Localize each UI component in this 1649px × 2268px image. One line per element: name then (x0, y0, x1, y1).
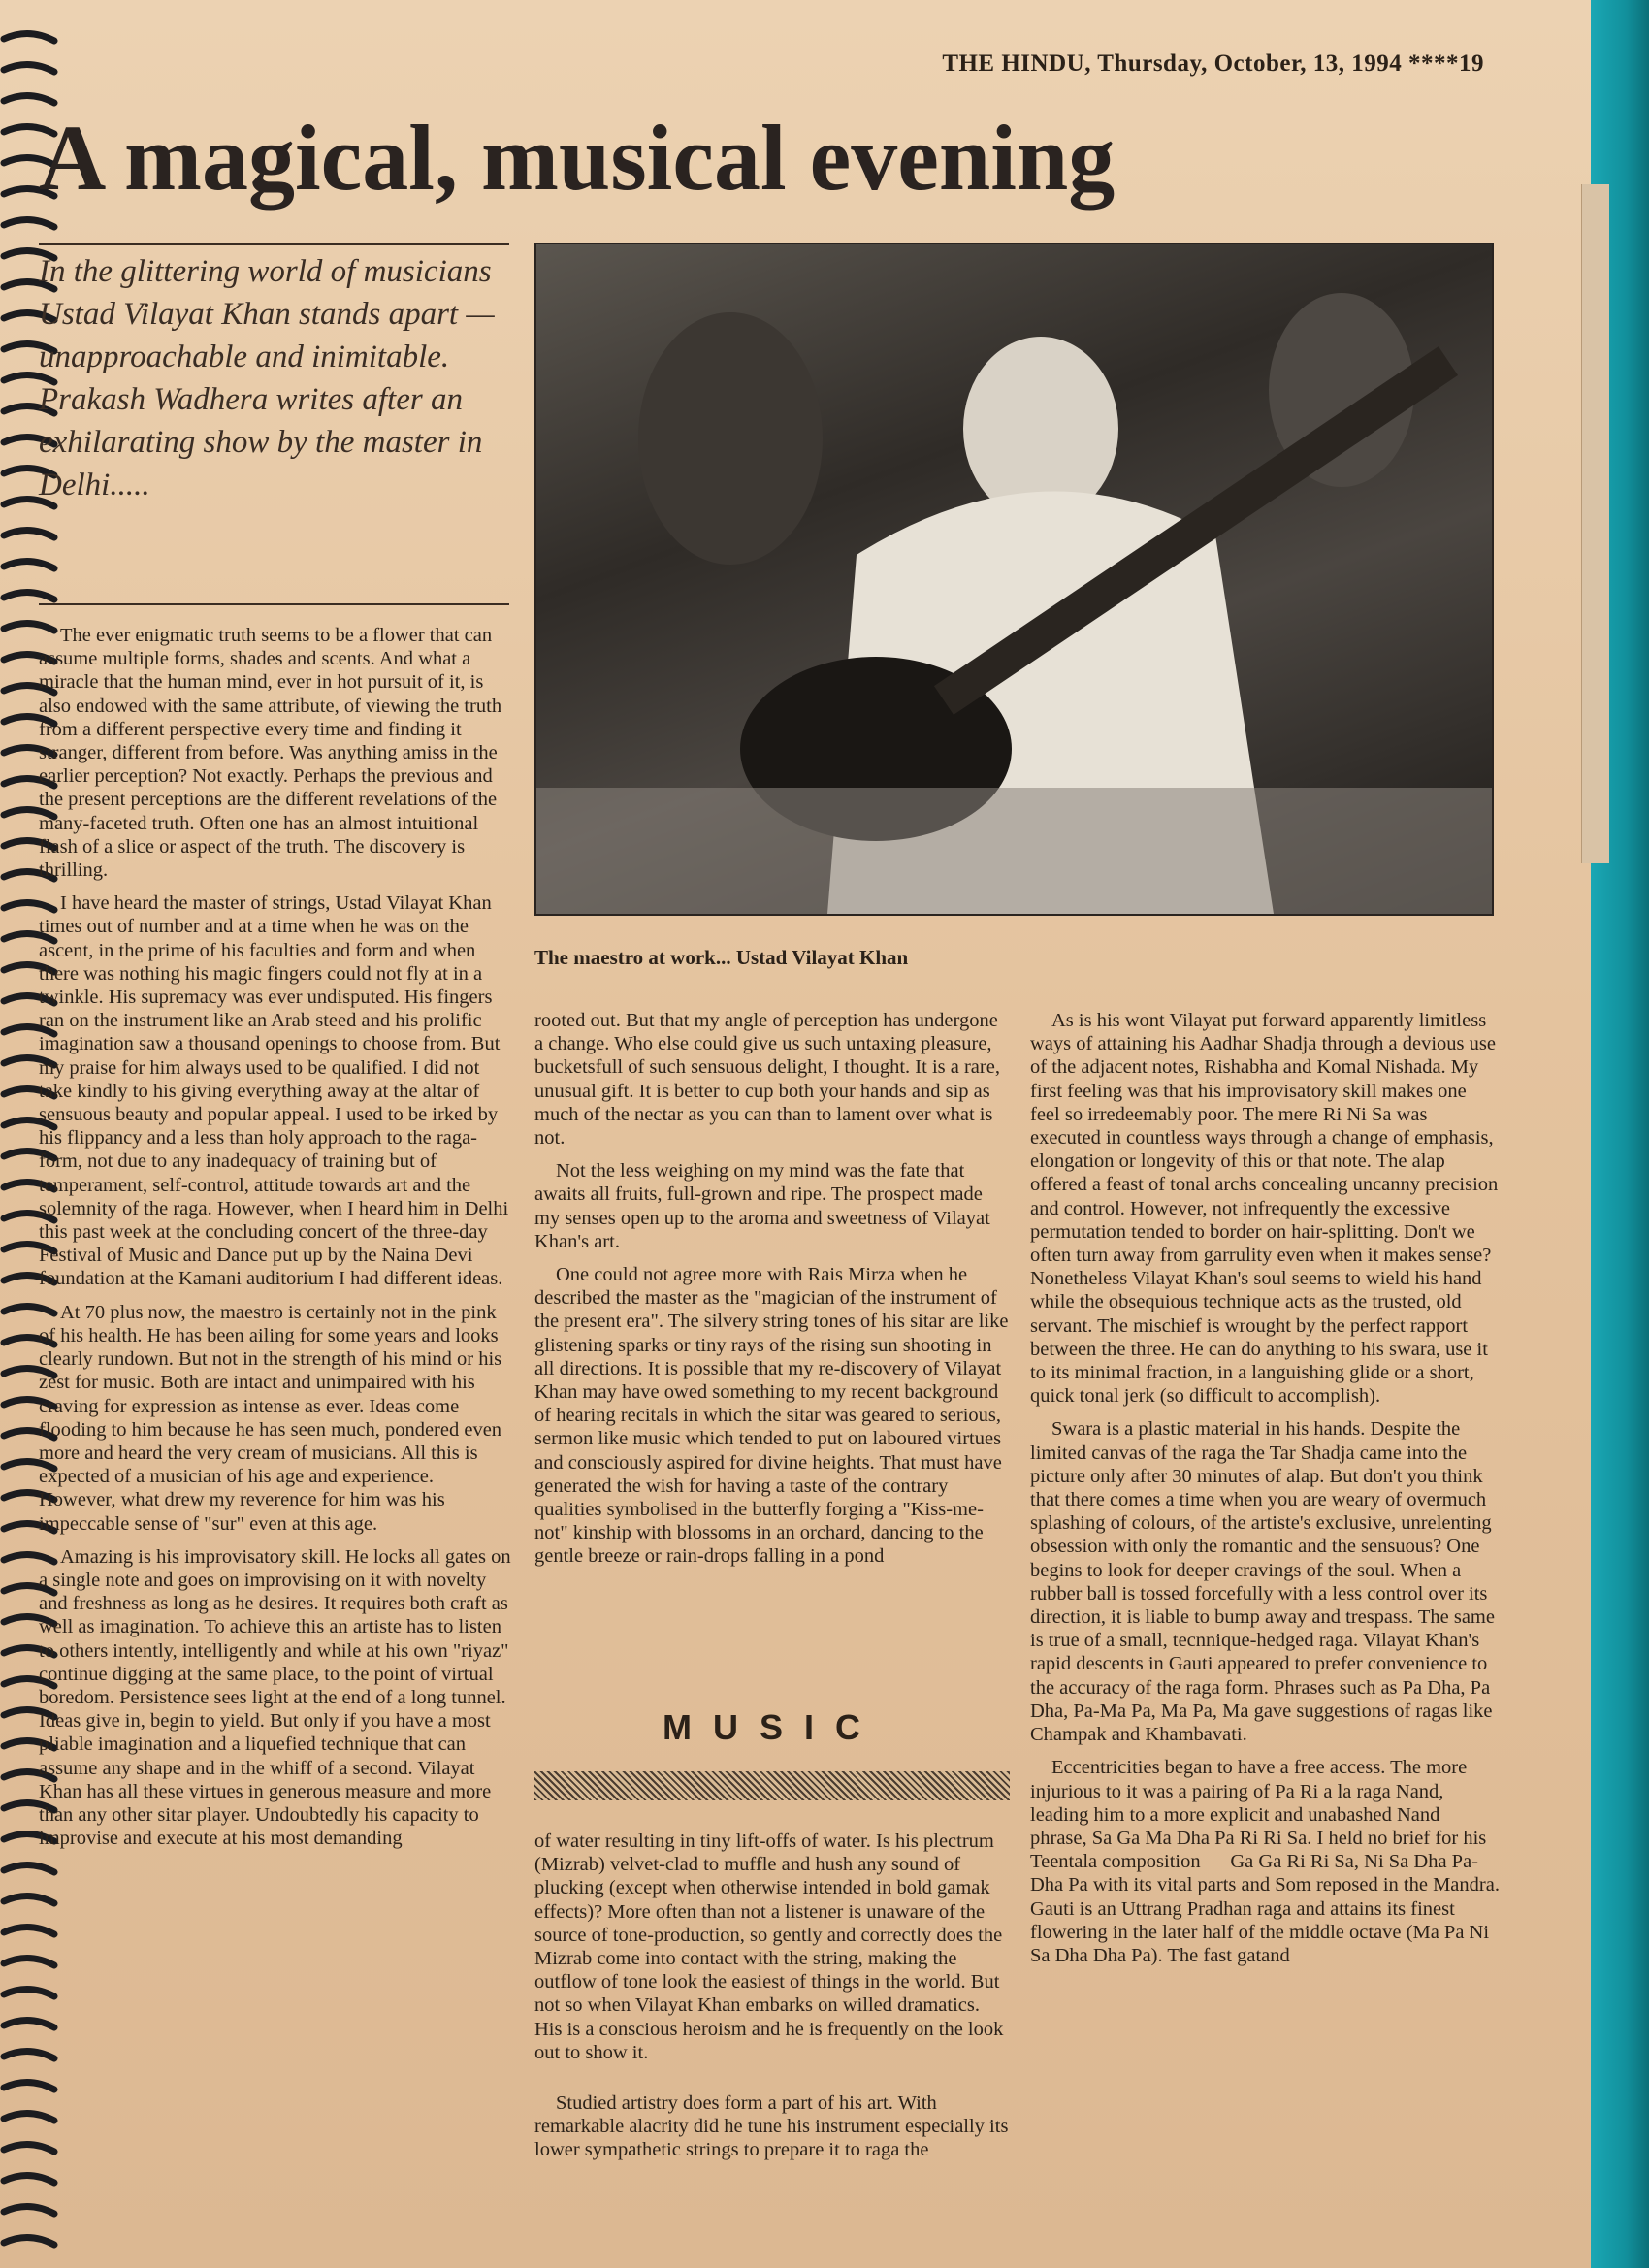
spiral-coil (4, 1864, 54, 1872)
photo-caption: The maestro at work... Ustad Vilayat Khan (534, 946, 909, 969)
deck-top-rule (39, 243, 509, 245)
spiral-coil (4, 64, 54, 72)
photo-figure-left (638, 312, 823, 565)
spiral-coil (4, 1895, 54, 1903)
paragraph: I have heard the master of strings, Ustad Vilayat Khan times out of number and at a time when he was on the ascent, in the prime of his faculties and form and when there was nothing his magic fingers could not fly at in a twinkle. His supremacy was ever undisputed. His fingers ran on the instrument like an Arab steed and his prolific imagination saw a thousand openings to choose from. But my praise for him always used to be qualified. I did not take kindly to his giving everything away at the altar of sensuous beauty and popular appeal. I used to be irked by his flippancy and a less than holy approach to the raga-form, not due to any inadequacy of training but of temperament, self-control, attitude towards art and the solemnity of the raga. However, when I heard him in Delhi this past week at the concluding concert of the three-day Festival of Music and Dance put up by the Naina Devi foundation at the Kamani auditorium I had different ideas. (39, 892, 509, 1290)
section-hatch-rule (534, 1771, 1010, 1800)
headline: A magical, musical evening (39, 106, 1116, 210)
spiral-coil (4, 2020, 54, 2027)
paragraph: rooted out. But that my angle of perception has undergone a change. Who else could give us such untaxing pleasure, bucketsfull of such sensuous delight, I thought. It is a rare, unusual gift. It is better to cup both your hands and sip as much of the nectar as you can than to lament over what is not. (534, 1010, 1000, 1150)
spiral-coil (4, 561, 54, 568)
photo-vilayat-khan (534, 243, 1494, 916)
paragraph: As is his wont Vilayat put forward apparently limitless ways of attaining his Aadhar Shadja through a devious use of the adjacent notes, Rishabha and Komal Nishada. My first feeling was that his improvisatory skill makes one feel so irredeemably poor. The mere Ri Ni Sa was executed in countless ways through a change of emphasis, elongation or longevity of this or that note. The alap offered a feast of tonal archs concealing uncanny precision and control. However, not infrequently the excessive permutation tended to border on hair-splitting. Don't we often turn away from garrulity even when it makes sense? Nonetheless Vilayat Khan's soul seems to wield his hand while the obsequious technique acts as the trusted, old servant. The mischief is wrought by the perfect rapport between the three. He can do anything to his swara, use it to its minimal fraction, in a languishing glide or a short, quick tonal jerk (so difficult to accomplish). (1030, 1010, 1499, 1408)
spiral-coil (4, 2113, 54, 2121)
column-2-top (534, 1009, 1010, 1578)
spiral-coil (4, 2206, 54, 2214)
spiral-coil (4, 2144, 54, 2152)
spiral-coil (4, 2175, 54, 2183)
paragraph: Not the less weighing on my mind was the fate that awaits all fruits, full-grown and ripe. The prospect made my senses open up to the aroma and sweetness of Vilayat Khan's art. (534, 1160, 990, 1252)
spiral-coil (4, 33, 54, 41)
column-1 (39, 624, 512, 1860)
spiral-coil (4, 592, 54, 599)
column-3 (1030, 1009, 1501, 1977)
paragraph: Amazing is his improvisatory skill. He locks all gates on a single note and goes on improvising on it with novelty and freshness as long as he desires. It requires both craft as well as imagination. To achieve this an artiste has to listen to others intently, intelligently and while at his own "riyaz" continue digging at the same place, to the point of virtual boredom. Persistence sees light at the end of a long tunnel. Ideas give in, begin to yield. But only if you have a most pliable imagination and a liquefied technique that can assume any shape and in the whiff of a second. Vilayat Khan has all these virtues in generous measure and more than any other sitar player. Undoubtedly his capacity to improvise and execute at his most demanding (39, 1545, 511, 1850)
deck-standfirst: In the glittering world of musicians Ustad Vilayat Khan stands apart — unapproachable and inimitable. Prakash Wadhera writes after an exhilarating show by the master in Delhi..... (39, 254, 495, 502)
photo-foreground (536, 788, 1492, 914)
deck-bottom-rule (39, 603, 509, 605)
spiral-coil (4, 1989, 54, 1996)
masthead-dateline: THE HINDU, Thursday, October, 13, 1994 ****19 (942, 50, 1484, 77)
paragraph: Studied artistry does form a part of his art. With remarkable alacrity did he tune his instrument especially its lower sympathetic strings to prepare it to raga the (534, 2092, 1009, 2161)
spiral-coil (4, 1927, 54, 1934)
paragraph: of water resulting in tiny lift-offs of water. Is his plectrum (Mizrab) velvet-clad to muffle and hush any sound of plucking (except when otherwise intended in bold gamak effects)? More often than not a listener is unaware of the source of tone-production, so gently and correctly does the Mizrab come into contact with the string, making the outflow of tone look the easiest of things in the world. But not so when Vilayat Khan embarks on willed dramatics. His is a conscious heroism and he is frequently on the look out to show it. (534, 1831, 1004, 2063)
paragraph: At 70 plus now, the maestro is certainly not in the pink of his health. He has been ailing for some years and looks clearly rundown. But not in the strength of his mind or his zest for music. Both are intact and unimpaired with his craving for expression as intense as ever. Ideas come flooding to him because he has seen much, pondered even more and heard the very cream of musicians. All this is expected of a musician of his age and experience. However, what drew my reverence for him was his impeccable sense of "sur" even at this age. (39, 1301, 502, 1535)
spiral-coil (4, 1958, 54, 1965)
spiral-coil (4, 2082, 54, 2090)
paragraph: Eccentricities began to have a free access. The more injurious to it was a pairing of Pa Ri a la raga Nand, leading him to a more explicit and unabashed Nand phrase, Sa Ga Ma Dha Pa Ri Ri Sa. I held no brief for his Teentala composition — Ga Ga Ri Ri Sa, Ni Sa Dha Pa-Dha Pa with its vital parts and Som reposed in the Mandra. Gauti is an Uttrang Pradhan raga and attains its finest flowering in the later half of the middle octave (Ma Pa Ni Sa Dha Dha Pa). The fast gatand (1030, 1757, 1500, 1966)
spiral-coil (4, 219, 54, 227)
spiral-coil (4, 2051, 54, 2058)
paragraph: The ever enigmatic truth seems to be a flower that can assume multiple forms, shades and scents. And what a miracle that the human mind, ever in hot pursuit of it, is also endowed with the same attribute, of viewing the truth from a different perspective every time and finding it stranger, different from before. Was anything amiss in the earlier perception? Not exactly. Perhaps the previous and the present perceptions are the different revelations of the many-faceted truth. Often one has an almost intuitional flash of a slice or aspect of the truth. The discovery is thrilling. (39, 625, 502, 882)
paragraph: One could not agree more with Rais Mirza when he described the master as the "magician of the instrument of the present era". The silvery string tones of his sitar are like glistening sparks or tiny rays of the rising sun shooting in all directions. It is possible that my re-discovery of Vilayat Khan may have owed something to my recent background of hearing recitals in which the sitar was geared to serious, sermon like music which tended to put on laboured virtues and consciously aspired for divine heights. That must have generated the wish for having a taste of the contrary qualities symbolised in the butterfly forging a "Kiss-me-not" kinship with blossoms in an orchard, dancing to the gentle breeze or rain-drops falling in a pond (534, 1264, 1009, 1568)
spiral-coil (4, 2237, 54, 2245)
spiral-coil (4, 95, 54, 103)
section-label: MUSIC (663, 1707, 882, 1747)
column-2-bottom (534, 1830, 1010, 2172)
adjacent-clipping-strip (1581, 184, 1609, 863)
spiral-coil (4, 530, 54, 537)
paragraph: Swara is a plastic material in his hands. Despite the limited canvas of the raga the Tar Shadja came into the picture only after 30 minutes of alap. But don't you think that there comes a time when you are weary of overmuch splashing of colours, of the artiste's exclusive, unrelenting obsession with only the romantic and the sensuous? One begins to look for deeper cravings of the soul. When a rubber ball is tossed forcefully with a less control over its direction, it is liable to bump away and trespass. The same is true of a small, tecnnique-hedged raga. Vilayat Khan's rapid descents in Gauti appeared to prefer convenience to the accuracy of the raga form. Phrases such as Pa Dha, Pa Dha, Pa-Ma Pa, Ma Pa, Ma gave suggestions of ragas like Champak and Khambavati. (1030, 1418, 1495, 1746)
